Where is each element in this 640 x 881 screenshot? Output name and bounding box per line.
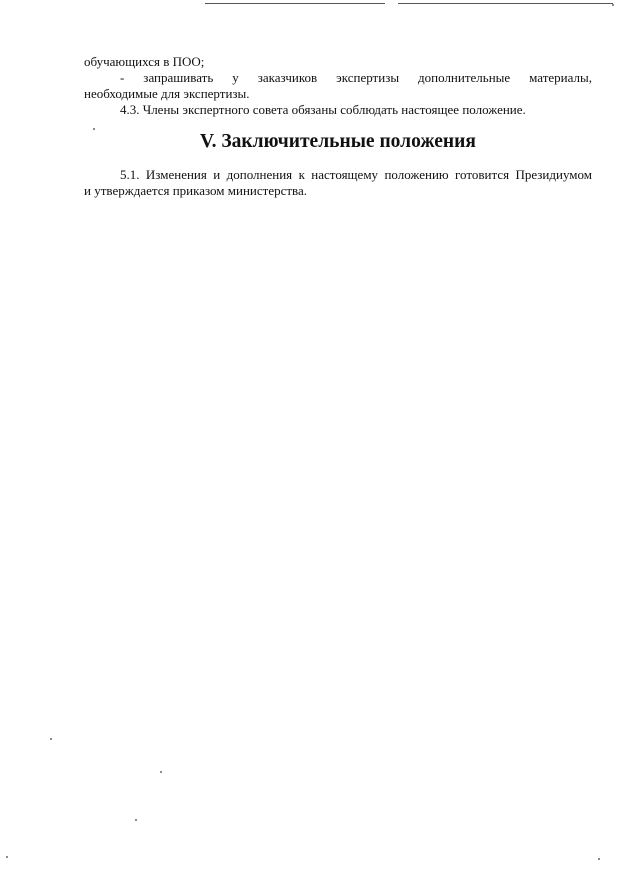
text-line: и утверждается приказом министерства. [84,183,308,198]
scan-speck [598,858,600,860]
section-heading: V. Заключительные положения [200,131,476,152]
list-item-request-materials: - запрашивать у заказчиков экспертизы дополнительные материалы, [120,70,592,85]
text-line: необходимые для экспертизы. [84,86,250,101]
clause-5-1: 5.1. Изменения и дополнения к настоящему положению готовится Президиумом [120,167,592,182]
scan-artifact-line [398,3,613,4]
scan-speck [50,738,52,740]
scan-artifact-line [205,3,385,4]
text-line: обучающихся в ПОО; [84,54,205,69]
scan-speck [160,771,162,773]
scan-speck [135,819,137,821]
scan-speck [612,4,614,6]
document-body [84,54,592,199]
scan-speck [6,856,8,858]
clause-4-3: 4.3. Члены экспертного совета обязаны соблюдать настоящее положение. [120,102,526,117]
